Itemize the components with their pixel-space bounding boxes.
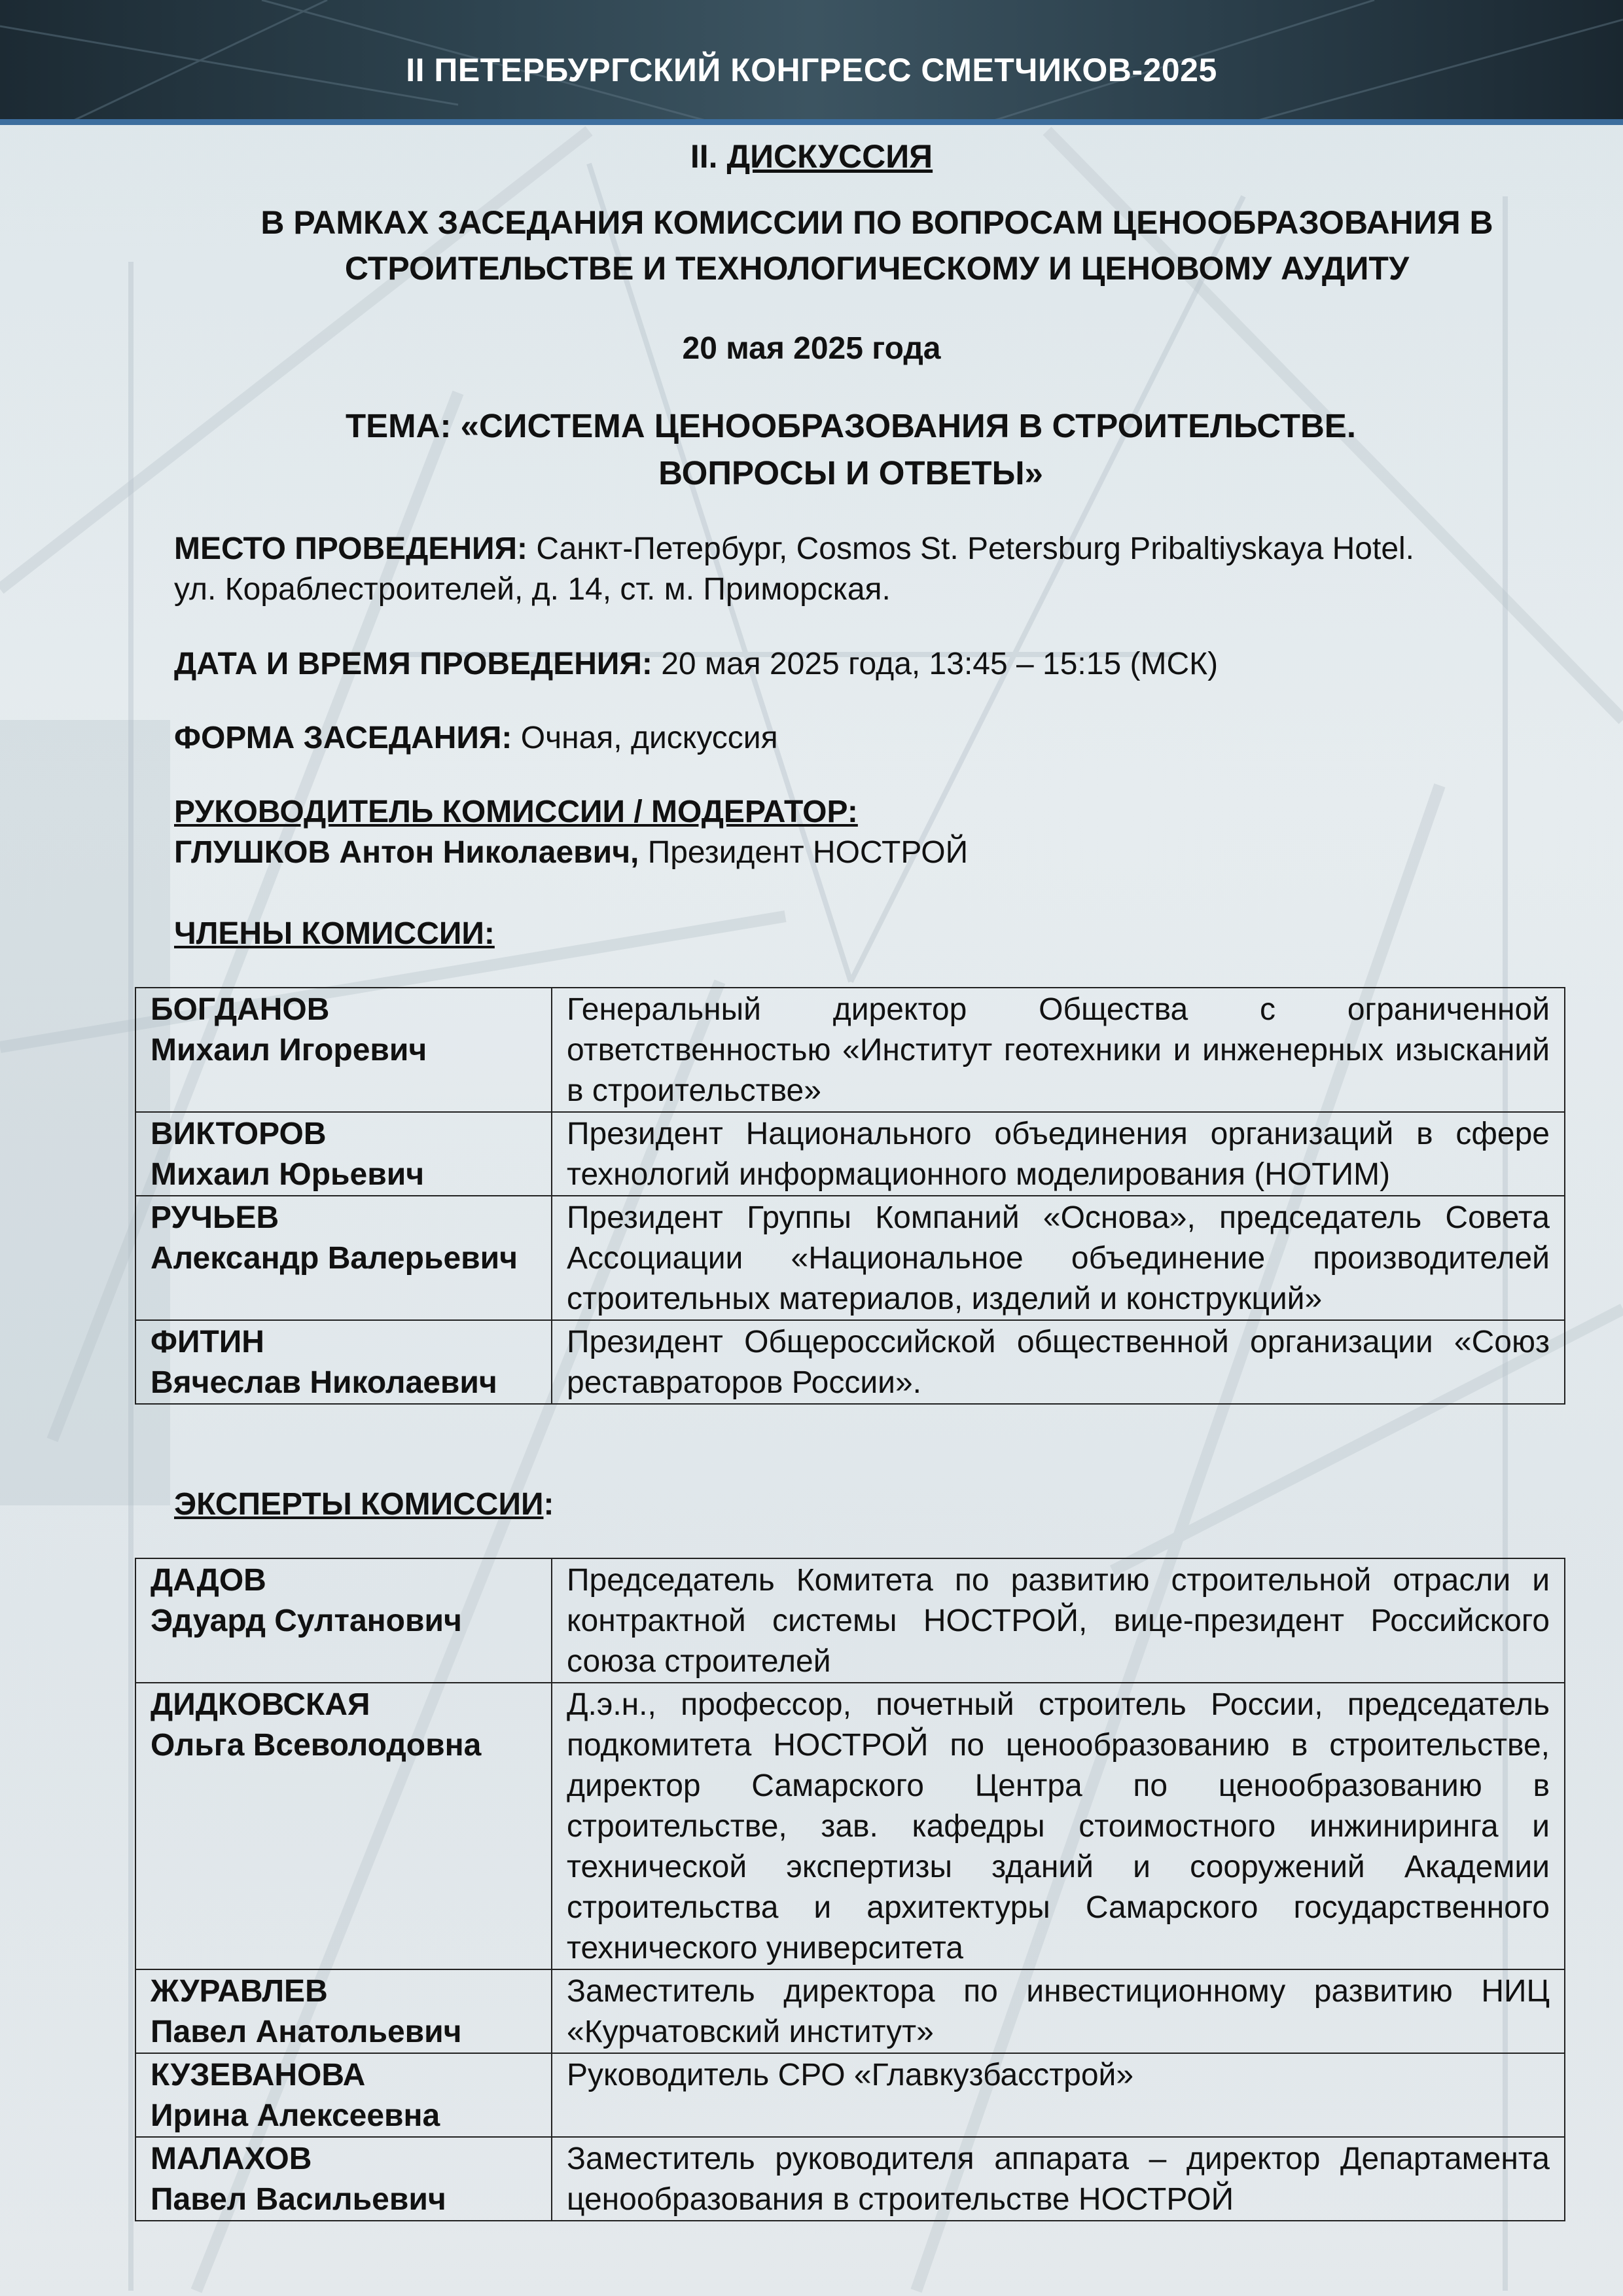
- member-surname: ФИТИН: [151, 1325, 264, 1359]
- congress-title: II ПЕТЕРБУРГСКИЙ КОНГРЕСС СМЕТЧИКОВ-2025: [406, 52, 1217, 88]
- venue-block: [174, 529, 1581, 610]
- session-heading-line-1: В РАМКАХ ЗАСЕДАНИЯ КОМИССИИ ПО ВОПРОСАМ ЦЕНООБРАЗОВАНИЯ В: [260, 204, 1493, 241]
- table-row: [135, 1196, 1565, 1320]
- expert-surname: ДАДОВ: [151, 1563, 266, 1598]
- theme-line-2: ВОПРОСЫ И ОТВЕТЫ»: [658, 454, 1043, 492]
- expert-role: Председатель Комитета по развитию строительной отрасли и контрактной системы НОСТРОЙ, вице-президент Российского союза строителей: [552, 1558, 1565, 1683]
- member-name-cell: [135, 1320, 552, 1404]
- expert-surname: КУЗЕВАНОВА: [151, 2058, 366, 2092]
- experts-table: [135, 1558, 1565, 2221]
- section-label: ДИСКУССИЯ: [726, 138, 933, 175]
- expert-name-cell: [135, 2053, 552, 2137]
- datetime-label: ДАТА И ВРЕМЯ ПРОВЕДЕНИЯ:: [174, 647, 652, 681]
- member-surname: РУЧЬЕВ: [151, 1200, 279, 1235]
- venue-value-line-1: Санкт-Петербург, Cosmos St. Petersburg Pribaltiyskaya Hotel.: [536, 531, 1415, 566]
- member-given-name: Михаил Юрьевич: [151, 1157, 425, 1192]
- expert-surname: ДИДКОВСКАЯ: [151, 1687, 370, 1722]
- member-role: Президент Национального объединения организаций в сфере технологий информационного моделирования (НОТИМ): [552, 1112, 1565, 1196]
- moderator-block: [174, 792, 1581, 873]
- section-heading: [0, 137, 1623, 175]
- expert-role: Заместитель руководителя аппарата – директор Департамента ценообразования в строительстве НОСТРОЙ: [552, 2137, 1565, 2221]
- expert-given-name: Ирина Алексеевна: [151, 2098, 440, 2133]
- expert-surname: ЖУРАВЛЕВ: [151, 1974, 328, 2009]
- expert-name-cell: [135, 1558, 552, 1683]
- expert-role: Заместитель директора по инвестиционному развитию НИЦ «Курчатовский институт»: [552, 1969, 1565, 2053]
- expert-name-cell: [135, 1969, 552, 2053]
- expert-given-name: Павел Васильевич: [151, 2182, 446, 2217]
- member-name-cell: [135, 1196, 552, 1320]
- format-block: [174, 718, 1581, 759]
- member-surname: ВИКТОРОВ: [151, 1117, 327, 1151]
- members-heading: [174, 914, 1581, 954]
- experts-label: ЭКСПЕРТЫ КОМИССИИ: [174, 1487, 544, 1522]
- expert-given-name: Павел Анатольевич: [151, 2015, 462, 2049]
- member-name-cell: [135, 988, 552, 1112]
- session-date: 20 мая 2025 года: [682, 331, 941, 366]
- member-role: Президент Общероссийской общественной организации «Союз реставраторов России».: [552, 1320, 1565, 1404]
- session-heading-line-2: СТРОИТЕЛЬСТВЕ И ТЕХНОЛОГИЧЕСКОМУ И ЦЕНОВОМУ АУДИТУ: [344, 250, 1410, 287]
- table-row: [135, 988, 1565, 1112]
- members-table: [135, 987, 1565, 1405]
- venue-label: МЕСТО ПРОВЕДЕНИЯ:: [174, 531, 528, 566]
- table-row: [135, 1683, 1565, 1969]
- member-role: Генеральный директор Общества с ограниченной ответственностью «Институт геотехники и инженерных изысканий в строительстве»: [552, 988, 1565, 1112]
- format-value: Очная, дискуссия: [520, 721, 778, 755]
- expert-name-cell: [135, 2137, 552, 2221]
- experts-label-colon: :: [543, 1487, 554, 1522]
- member-role: Президент Группы Компаний «Основа», председатель Совета Ассоциации «Национальное объединение производителей строительных материалов, изделий и конструкций»: [552, 1196, 1565, 1320]
- table-row: [135, 1112, 1565, 1196]
- datetime-block: [174, 644, 1581, 685]
- expert-role: Д.э.н., профессор, почетный строитель России, председатель подкомитета НОСТРОЙ по ценообразованию в строительстве, директор Самарского Центра по ценообразованию в строительстве, зав. кафедры стоимостного инжиниринга и технической экспертизы зданий и сооружений Академии строительства и архитектуры Самарского государственного технического университета: [552, 1683, 1565, 1969]
- members-label: ЧЛЕНЫ КОМИССИИ:: [174, 916, 495, 951]
- member-given-name: Александр Валерьевич: [151, 1241, 518, 1276]
- header-accent-stripe: [0, 119, 1623, 125]
- moderator-name: ГЛУШКОВ Антон Николаевич,: [174, 835, 639, 870]
- member-given-name: Михаил Игоревич: [151, 1033, 427, 1067]
- table-row: [135, 1320, 1565, 1404]
- table-row: [135, 2053, 1565, 2137]
- section-number: II.: [690, 138, 718, 175]
- table-row: [135, 2137, 1565, 2221]
- moderator-position: Президент НОСТРОЙ: [647, 835, 969, 870]
- expert-given-name: Эдуард Султанович: [151, 1604, 462, 1638]
- expert-surname: МАЛАХОВ: [151, 2142, 312, 2176]
- member-given-name: Вячеслав Николаевич: [151, 1365, 497, 1400]
- expert-name-cell: [135, 1683, 552, 1969]
- venue-value-line-2: ул. Кораблестроителей, д. 14, ст. м. Приморская.: [174, 572, 891, 607]
- format-label: ФОРМА ЗАСЕДАНИЯ:: [174, 721, 512, 755]
- table-row: [135, 1558, 1565, 1683]
- member-surname: БОГДАНОВ: [151, 992, 330, 1027]
- table-row: [135, 1969, 1565, 2053]
- datetime-value: 20 мая 2025 года, 13:45 – 15:15 (МСК): [661, 647, 1219, 681]
- theme-line-1: ТЕМА: «СИСТЕМА ЦЕНООБРАЗОВАНИЯ В СТРОИТЕЛЬСТВЕ.: [346, 407, 1356, 444]
- session-heading: [85, 200, 1623, 291]
- moderator-label: РУКОВОДИТЕЛЬ КОМИССИИ / МОДЕРАТОР:: [174, 795, 858, 829]
- session-theme: [59, 403, 1623, 497]
- expert-role: Руководитель СРО «Главкузбасстрой»: [552, 2053, 1565, 2137]
- experts-heading: [174, 1484, 1581, 1525]
- member-name-cell: [135, 1112, 552, 1196]
- expert-given-name: Ольга Всеволодовна: [151, 1728, 482, 1763]
